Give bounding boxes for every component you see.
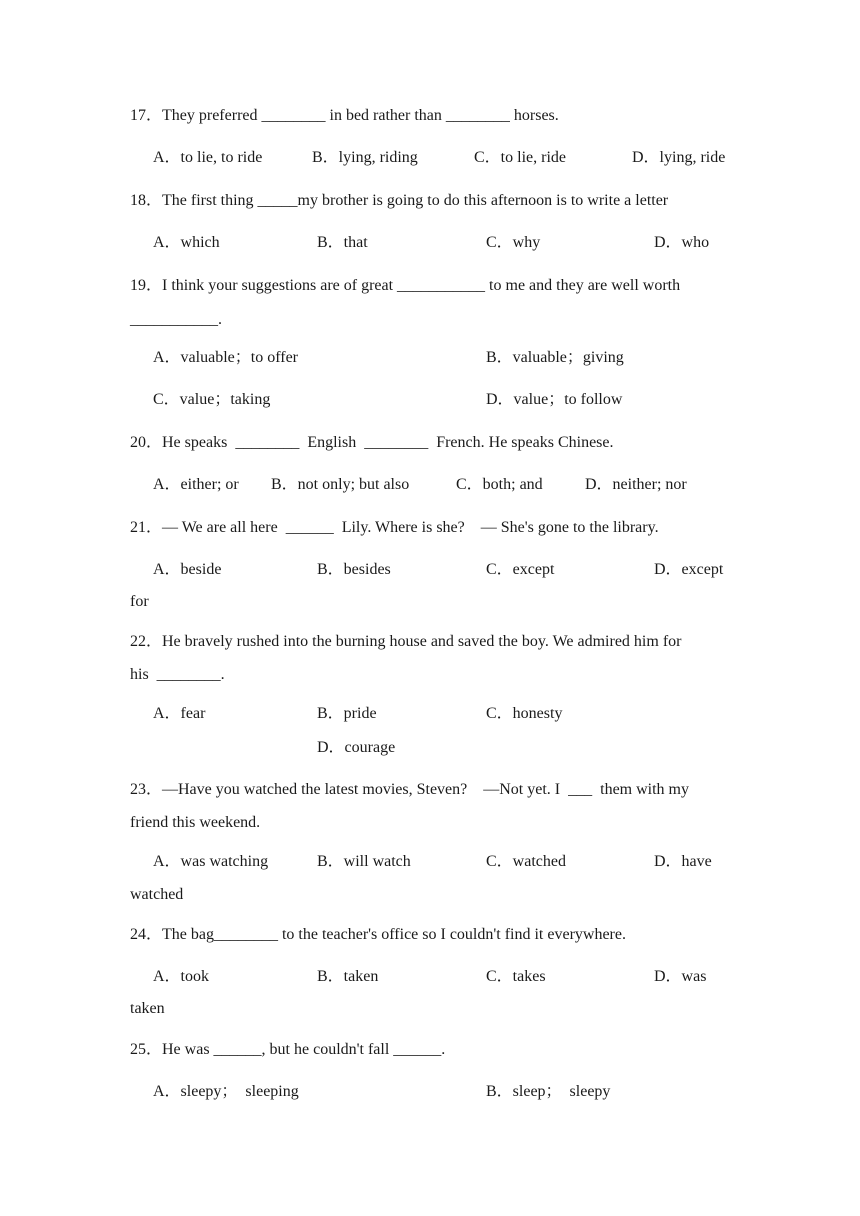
question-22-stem-continued: his ________. xyxy=(130,666,225,683)
question-24-stem: 24．The bag________ to the teacher's office so I couldn't find it everywhere. xyxy=(130,926,626,943)
question-23-option-a: A．was watching xyxy=(153,853,269,870)
question-22-option-c: C．honesty xyxy=(486,705,563,722)
question-20-option-c: C．both; and xyxy=(456,476,543,493)
question-20-stem: 20．He speaks ________ English ________ French. He speaks Chinese. xyxy=(130,434,614,451)
question-18-option-c: C．why xyxy=(486,234,541,251)
question-18-option-d: D．who xyxy=(654,234,710,251)
question-20-option-a: A．either; or xyxy=(153,476,239,493)
question-23-option-d: D．have xyxy=(654,853,712,870)
question-22-option-b: B．pride xyxy=(317,705,377,722)
question-21-option-d-wrap: for xyxy=(130,593,149,610)
question-25-option-a: A．sleepy； sleeping xyxy=(153,1083,299,1100)
question-23-stem: 23．—Have you watched the latest movies, Steven? —Not yet. I ___ them with my xyxy=(130,781,689,798)
question-22-stem: 22．He bravely rushed into the burning house and saved the boy. We admired him for xyxy=(130,633,682,650)
question-20-option-d: D．neither; nor xyxy=(585,476,687,493)
question-19-option-a: A．valuable；to offer xyxy=(153,349,298,366)
question-23-stem-continued: friend this weekend. xyxy=(130,814,261,831)
question-24-option-a: A．took xyxy=(153,968,210,985)
question-21-option-a: A．beside xyxy=(153,561,222,578)
question-18-option-a: A．which xyxy=(153,234,220,251)
question-19-option-c: C．value；taking xyxy=(153,391,271,408)
question-18-stem: 18．The first thing _____my brother is going to do this afternoon is to write a letter xyxy=(130,192,669,209)
question-21-option-b: B．besides xyxy=(317,561,391,578)
question-17-option-b: B．lying, riding xyxy=(312,149,418,166)
question-21-option-c: C．except xyxy=(486,561,555,578)
question-24-option-c: C．takes xyxy=(486,968,546,985)
question-22-option-a: A．fear xyxy=(153,705,206,722)
question-24-option-d: D．was xyxy=(654,968,707,985)
question-17-option-a: A．to lie, to ride xyxy=(153,149,263,166)
question-23-option-b: B．will watch xyxy=(317,853,411,870)
question-21-option-d: D．except xyxy=(654,561,724,578)
question-19-option-d: D．value；to follow xyxy=(486,391,623,408)
question-17-option-d: D．lying, ride xyxy=(632,149,726,166)
question-21-stem: 21．— We are all here ______ Lily. Where is she? — She's gone to the library. xyxy=(130,519,659,536)
question-19-option-b: B．valuable；giving xyxy=(486,349,624,366)
question-18-option-b: B．that xyxy=(317,234,368,251)
question-19-stem: 19．I think your suggestions are of great ___________ to me and they are well worth xyxy=(130,277,681,294)
question-25-option-b: B．sleep； sleepy xyxy=(486,1083,611,1100)
question-24-option-d-wrap: taken xyxy=(130,1000,165,1017)
question-19-stem-continued: ___________. xyxy=(130,311,222,328)
question-23-option-c: C．watched xyxy=(486,853,566,870)
question-23-option-d-wrap: watched xyxy=(130,886,184,903)
question-17-option-c: C．to lie, ride xyxy=(474,149,566,166)
question-20-option-b: B．not only; but also xyxy=(271,476,410,493)
question-25-stem: 25．He was ______, but he couldn't fall ______. xyxy=(130,1041,446,1058)
question-17-stem: 17．They preferred ________ in bed rather than ________ horses. xyxy=(130,107,559,124)
question-24-option-b: B．taken xyxy=(317,968,379,985)
question-22-option-d: D．courage xyxy=(317,739,396,756)
